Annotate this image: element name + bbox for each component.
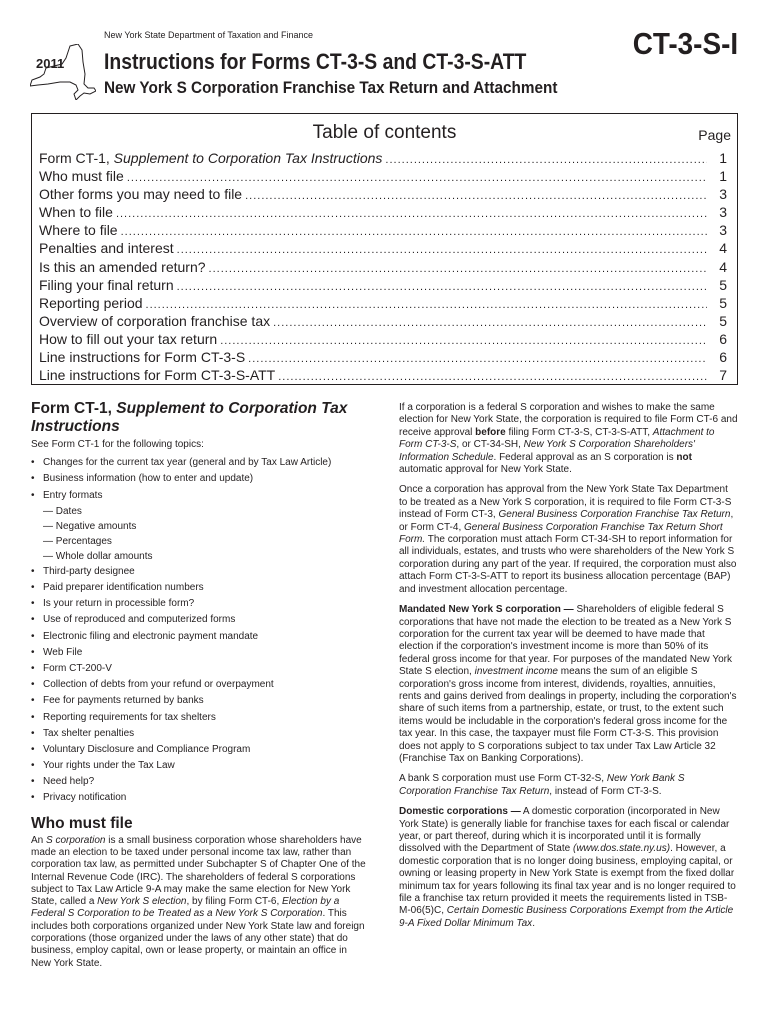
toc-entry-page: 5 [719, 276, 727, 293]
toc-entry [39, 222, 727, 240]
toc-entry-page: 6 [719, 349, 727, 366]
who-must-file-heading: Who must file [31, 814, 133, 832]
topic-item: • Privacy notification [31, 790, 368, 806]
toc-entry-label: Line instructions for Form CT-3-S-ATT [39, 367, 276, 384]
ct1-section-heading: Form CT-1, Supplement to Corporation Tax Instructions [31, 400, 348, 435]
topic-item: • Electronic filing and electronic payment mandate [31, 629, 368, 645]
toc-page-label: Page [698, 127, 731, 143]
paragraph-approval: Once a corporation has approval from the New York State Tax Department to be treated as a New York S corporation, it is required to file Form CT-3-S instead of Form CT-3, General Business Corporation Franchise Tax Return, or Form CT-4, General Business Corporation Franchise Tax Return Short Form. The corporation must attach Form CT-34-SH to report information for all individuals, estates, and trusts who were shareholders of the New York S corporation during any part of the year. If required, the corporation must also attach Form CT-3-S-ATT to report its business allocation percentage (BAP) and investment allocation percentage. [399, 484, 737, 595]
toc-entry-label: Reporting period [39, 294, 143, 311]
department-name: New York State Department of Taxation and Finance [104, 30, 313, 40]
who-must-file-paragraph: An S corporation is a small business corporation whose shareholders have made an election to be taxed under personal income tax law, rather than corporation tax law, as permitted under Subchapter S of Chapter One of the Internal Revenue Code (IRC). The shareholders of federal S corporations subject to Tax Law Article 9-A may make the same election for New York State, called a New York S election, by filing Form CT-6, Election by a Federal S Corporation to be Treated as a New York S Corporation. This includes both corporations organized under New York State law and foreign corporations (those organized under the laws of any other state) that do business, employ capital, own or lease property, or maintain an office in New York State. [31, 834, 366, 969]
topic-item: • Entry formats [31, 488, 368, 504]
toc-entry-page: 5 [719, 294, 727, 311]
topic-item: • Reporting requirements for tax shelters [31, 710, 368, 726]
toc-entry [39, 240, 727, 258]
toc-entry-label: Who must file [39, 168, 124, 185]
toc-entry-page: 1 [719, 150, 727, 166]
toc-entry [39, 367, 727, 385]
toc-entry [39, 186, 727, 204]
toc-list [39, 150, 727, 385]
toc-entry-label: When to file [39, 204, 113, 221]
paragraph-mandated-s-corporation: Mandated New York S corporation — Shareholders of eligible federal S corporations that have not made the election to be treated as a New York S corporation for the current tax year will be deemed to have made that election if the corporation's investment income is more than 50% of its federal gross income for that year. For purposes of the mandated New York State S election, investment income means the sum of an eligible S corporation's gross income from interest, dividends, royalties, annuities, rents and gains derived from dealings in property, including the corporation's share of such items from a partnership, estate, or trust, to the extent such items would be includable in the corporation's federal gross income for the tax year. In this case, the taxpayer must file Form CT-3-S. This provision does not apply to S corporations subject to tax under Tax Law Article 32 (Franchise Tax on Banking Corporations). [399, 604, 737, 764]
topic-item: • Your rights under the Tax Law [31, 758, 368, 774]
toc-entry [39, 331, 727, 349]
tax-year: 2011 [36, 56, 65, 71]
toc-entry [39, 204, 727, 222]
toc-entry-label: Other forms you may need to file [39, 186, 243, 203]
toc-dot-leader [245, 190, 707, 202]
paragraph-domestic-corporations: Domestic corporations — A domestic corporation (incorporated in New York State) is generally liable for franchise taxes for each fiscal or calendar year, or part thereof, during which it is incorporated until it is formally dissolved with the Department of State (www.dos.state.ny.us). However, a domestic corporation that is no longer doing business, employing capital, or owning or leasing property in New York State is exempt from the fixed dollar minimum tax for years following its final tax year and is no longer required to file a franchise tax return provided it meets the requirements listed in TSB-M-06(5)C, Certain Domestic Business Corporations Exempt from the Article 9-A Fixed Dollar Minimum Tax. [399, 806, 736, 929]
toc-entry [39, 150, 727, 168]
toc-entry-page: 3 [719, 204, 727, 221]
ct1-topic-list [31, 455, 368, 806]
topic-item: • Business information (how to enter and update) [31, 471, 368, 487]
toc-heading: Table of contents [312, 122, 457, 143]
topic-item: • Use of reproduced and computerized forms [31, 612, 368, 628]
table-of-contents [31, 113, 738, 385]
topic-item: • Is your return in processible form? [31, 596, 368, 612]
toc-dot-leader [116, 208, 707, 220]
toc-dot-leader [248, 353, 707, 365]
toc-dot-leader [177, 281, 707, 293]
toc-dot-leader [220, 335, 707, 347]
toc-dot-leader [273, 317, 707, 329]
toc-entry-page: 3 [719, 186, 727, 203]
topic-subitem: — Dates [43, 505, 82, 517]
toc-dot-leader [127, 172, 707, 184]
toc-entry-label: Filing your final return [39, 276, 174, 293]
toc-entry-label: Overview of corporation franchise tax [39, 312, 271, 329]
topic-item: • Paid preparer identification numbers [31, 580, 368, 596]
paragraph-federal-s-election: If a corporation is a federal S corporation and wishes to make the same election for New York State, the corporation is required to file Form CT-6 and receive approval before filing Form CT-3-S, CT-3-S-ATT, Attachment to Form CT-3-S, or CT-34-SH, New York S Corporation Shareholders' Information Schedule. Federal approval as an S corporation is not automatic approval for New York State. [399, 402, 738, 476]
toc-dot-leader [385, 154, 707, 166]
topic-item: • Fee for payments returned by banks [31, 693, 368, 709]
topic-subitem: — Percentages [43, 535, 112, 547]
toc-entry-label: How to fill out your tax return [39, 330, 218, 347]
toc-entry [39, 168, 727, 186]
toc-entry [39, 259, 727, 277]
topic-item: • Voluntary Disclosure and Compliance Program [31, 742, 368, 758]
page-title: Instructions for Forms CT-3-S and CT-3-S-ATT [104, 49, 527, 74]
ct1-intro: See Form CT-1 for the following topics: [31, 439, 204, 450]
topic-item: • Collection of debts from your refund or overpayment [31, 677, 368, 693]
toc-entry-label: Line instructions for Form CT-3-S [39, 349, 246, 366]
toc-entry-page: 4 [719, 258, 727, 275]
toc-entry [39, 349, 727, 367]
toc-dot-leader [209, 263, 707, 275]
paragraph-bank-s-corporation: A bank S corporation must use Form CT-32-S, New York Bank S Corporation Franchise Tax Return, instead of Form CT-3-S. [399, 773, 685, 797]
toc-dot-leader [177, 244, 707, 256]
toc-entry-page: 3 [719, 222, 727, 239]
toc-entry-page: 6 [719, 330, 727, 347]
page-subtitle: New York S Corporation Franchise Tax Return and Attachment [104, 78, 558, 97]
toc-entry [39, 295, 727, 313]
topic-item: • Third-party designee [31, 564, 368, 580]
toc-entry-label: Is this an amended return? [39, 258, 206, 275]
right-column [399, 402, 738, 938]
topic-subitem: — Whole dollar amounts [43, 550, 153, 562]
toc-dot-leader [278, 371, 707, 383]
topic-item: • Form CT-200-V [31, 661, 368, 677]
topic-item: • Changes for the current tax year (general and by Tax Law Article) [31, 455, 368, 471]
toc-entry [39, 313, 727, 331]
toc-dot-leader [146, 299, 707, 311]
topic-item: • Tax shelter penalties [31, 726, 368, 742]
toc-entry-page: 4 [719, 240, 727, 257]
toc-entry-page: 5 [719, 312, 727, 329]
toc-dot-leader [121, 226, 707, 238]
topic-item: • Web File [31, 645, 368, 661]
toc-entry [39, 277, 727, 295]
left-column [31, 400, 368, 970]
toc-entry-label: Form CT-1, Supplement to Corporation Tax Instructions [39, 150, 383, 166]
topic-subitem: — Negative amounts [43, 520, 137, 532]
new-york-state-map-icon [30, 44, 96, 100]
toc-entry-page: 7 [719, 367, 727, 384]
toc-entry-label: Penalties and interest [39, 240, 174, 257]
toc-entry-page: 1 [719, 168, 727, 185]
toc-entry-label: Where to file [39, 222, 118, 239]
form-id: CT-3-S-I [632, 26, 738, 61]
topic-item: • Need help? [31, 774, 368, 790]
